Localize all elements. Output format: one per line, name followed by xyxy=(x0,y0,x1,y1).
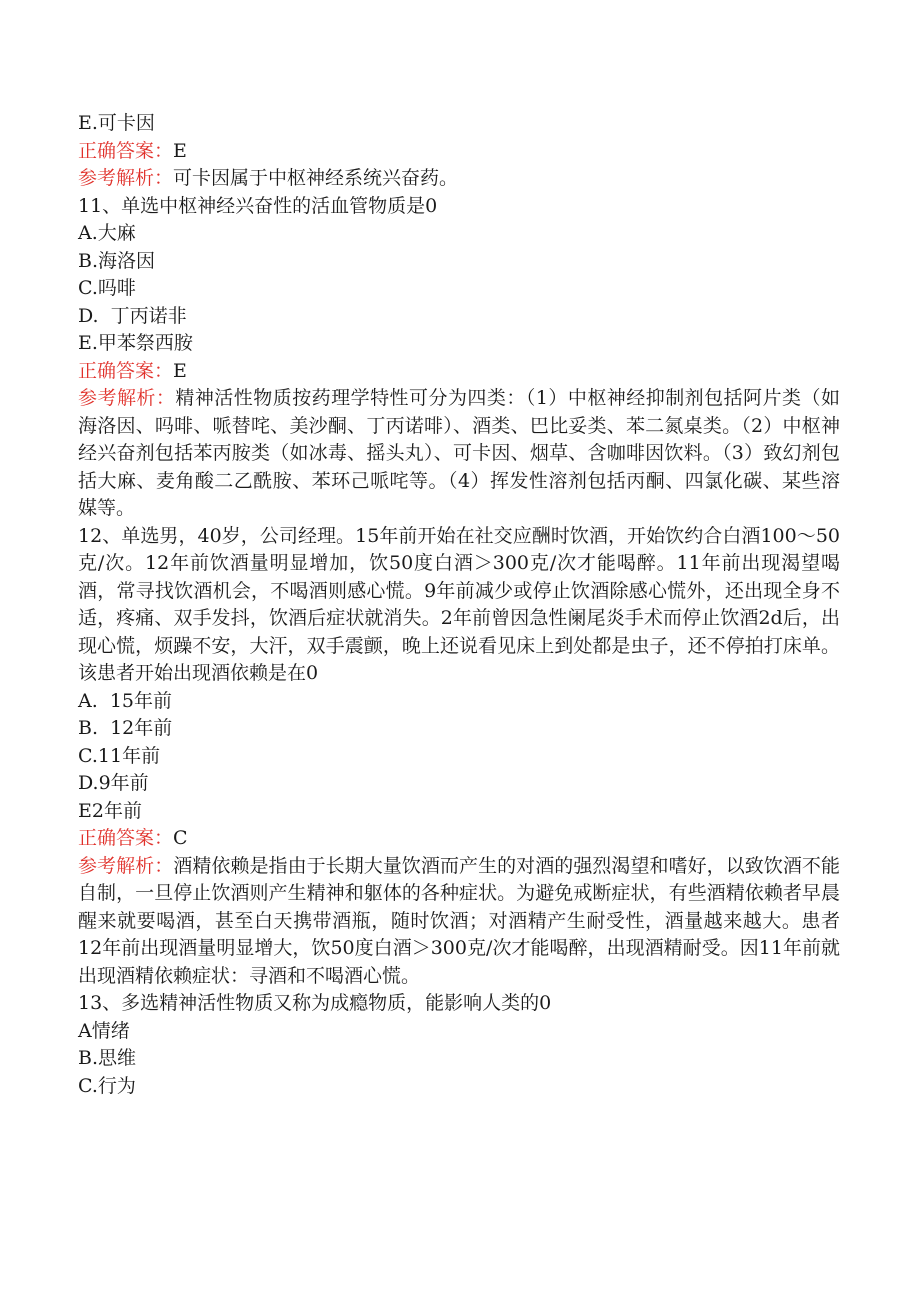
option-line: B.海洛因 xyxy=(78,249,156,272)
answer-value: C xyxy=(173,827,188,849)
question-paragraph: 12、单选男，40岁，公司经理。15年前开始在社交应酬时饮酒，开始饮约合白酒100～50克/次。12年前饮酒量明显增加，饮50度白酒＞300克/次才能喝醉。11年前出现渴望喝酒，常寻找饮酒机会，不喝酒则感心慌。9年前减少或停止饮酒除感心慌外，还出现全身不适，疼痛、双手发抖，饮酒后症状就消失。2年前曾因急性阑尾炎手术而停止饮酒2d后，出现心慌，烦躁不安，大汗，双手震颤，晚上还说看见床上到处都是虫子，还不停拍打床单。该患者开始出现酒依赖是在0 xyxy=(78,524,840,684)
option-line: E.甲苯祭西胺 xyxy=(78,332,193,354)
option-line: A情绪 xyxy=(78,1019,130,1042)
question-line: 13、多选精神活性物质又称为成瘾物质，能影响人类的0 xyxy=(78,992,552,1014)
analysis-label: 参考解析： xyxy=(78,854,174,877)
option-line: C.11年前 xyxy=(78,744,161,767)
answer-line xyxy=(78,358,840,386)
answer-line xyxy=(78,825,840,853)
analysis-text: 可卡因属于中枢神经系统兴奋药。 xyxy=(173,167,459,189)
option-line: D.9年前 xyxy=(78,772,149,794)
analysis-paragraph xyxy=(78,853,840,991)
answer-value: E xyxy=(173,139,187,162)
option-line: E2年前 xyxy=(78,799,142,822)
option-line: D. 丁丙诺非 xyxy=(78,304,187,327)
analysis-text: 精神活性物质按药理学特性可分为四类：（1）中枢神经抑制剂包括阿片类（如海洛因、吗啡、哌替咤、美沙酮、丁丙诺啡）、酒类、巴比妥类、苯二氮桌类。（2）中枢神经兴奋剂包括苯丙胺类（如冰毒、摇头丸）、可卡因、烟草、含咖啡因饮料。（3）致幻剂包括大麻、麦角酸二乙酰胺、苯环己哌咤等。（4）挥发性溶剂包括丙酮、四氯化碳、某些溶媒等。 xyxy=(78,387,840,519)
option-line: C.吗啡 xyxy=(78,277,136,299)
analysis-paragraph xyxy=(78,385,840,523)
analysis-text: 酒精依赖是指由于长期大量饮酒而产生的对酒的强烈渴望和嗜好，以致饮酒不能自制，一旦停止饮酒则产生精神和躯体的各种症状。为避免戒断症状，有些酒精依赖者早晨醒来就要喝酒，甚至白天携带酒瓶，随时饮酒；对酒精产生耐受性，酒量越来越大。患者12年前出现酒量明显增大，饮50度白酒＞300克/次才能喝醉，出现酒精耐受。因11年前就出现酒精依赖症状：寻酒和不喝酒心慌。 xyxy=(78,854,840,987)
analysis-label: 参考解析： xyxy=(78,167,174,189)
answer-label: 正确答案： xyxy=(78,827,174,849)
option-line: C.行为 xyxy=(78,1074,136,1097)
analysis-label: 参考解析： xyxy=(78,387,176,409)
question-line: 11、单选中枢神经兴奋性的活血管物质是0 xyxy=(78,194,438,217)
answer-value: E xyxy=(173,359,187,382)
analysis-line xyxy=(78,165,840,193)
answer-label: 正确答案： xyxy=(78,359,174,382)
option-line: A. 15年前 xyxy=(78,689,173,712)
option-line: E.可卡因 xyxy=(78,112,155,134)
answer-line xyxy=(78,138,840,166)
option-line: B.思维 xyxy=(78,1047,137,1069)
answer-label: 正确答案： xyxy=(78,139,174,162)
option-line: B. 12年前 xyxy=(78,717,173,739)
option-line: A.大麻 xyxy=(78,222,136,244)
